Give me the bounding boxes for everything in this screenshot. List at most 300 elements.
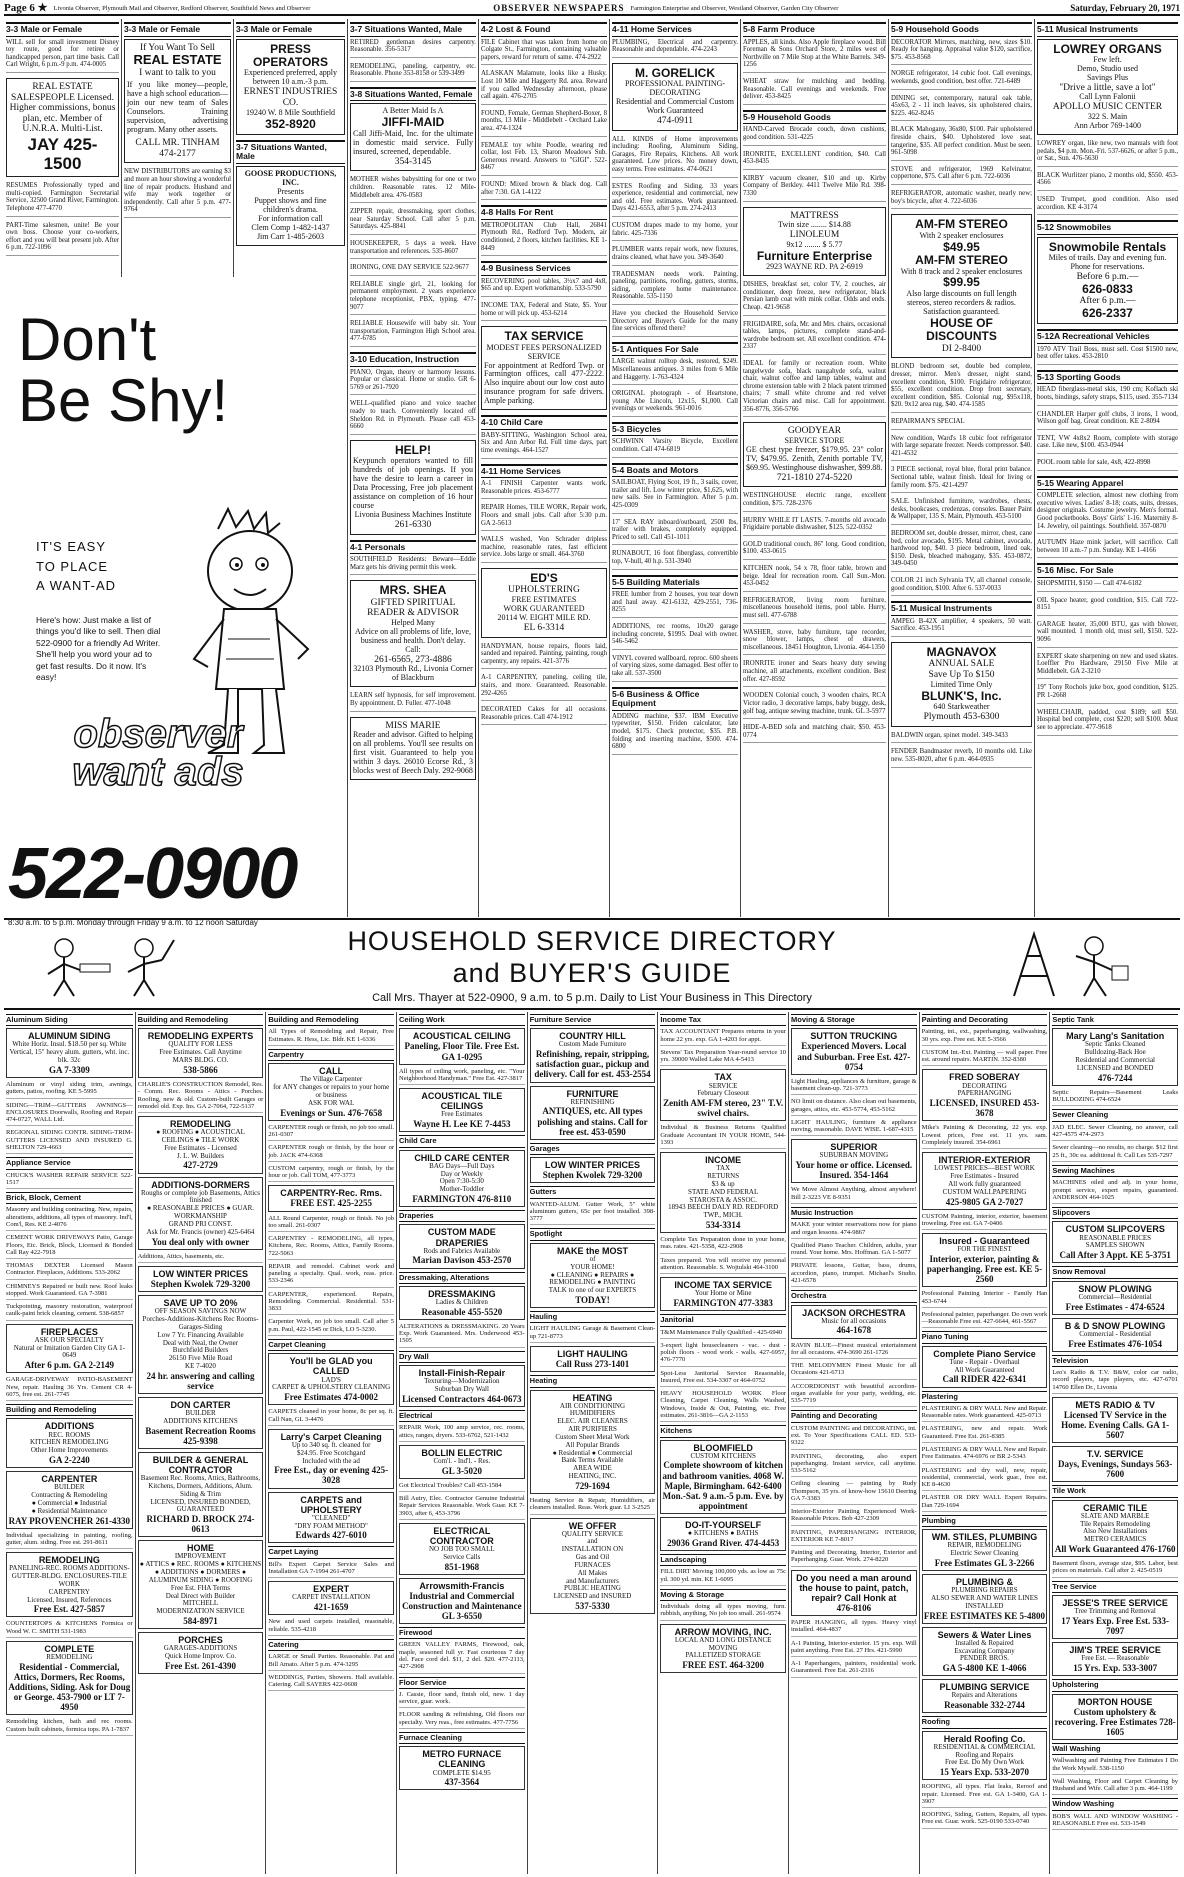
ad-line: Electric Sewer Cleaning <box>950 1549 1019 1558</box>
ad-line: INSTALLATION ON <box>561 1545 624 1554</box>
directory-listing: Individual & Business Returns Qualified Graduate Accountant IN YOUR HOME, 544-1393 <box>660 1124 786 1149</box>
directory-category-heading: Plumbing <box>922 1515 1048 1527</box>
classified-ad: FEMALE toy white Poodle, wearing red collar, lost Feb. 13, Sharon Meadows Sub. Generous reward. Answers to "GIGI". 522-8467 <box>481 142 607 176</box>
classified-ad: WOODEN Colonial couch, 3 wooden chairs, RCA Victor radio, 3 decorative lamps, baby buggy, desk, golf bag, antique sewing machine, trunk. GL 3-5977 <box>743 692 886 719</box>
directory-listing: Basement floors, average size, $95. Labor, best prices on materials. Call after 2. 425-0519 <box>1052 1560 1178 1578</box>
directory-display-ad <box>922 1529 1048 1571</box>
ad-line: GIFTED SPIRITUAL READER & ADVISOR <box>367 597 459 619</box>
directory-display-ad <box>660 1440 786 1514</box>
ad-title: CARPENTRY-Rec. Rms. <box>280 1188 382 1199</box>
classified-ad: TENT, VW 4x8x2 Room, complete with storage case. Like new, $100. 453-0944 <box>1037 435 1178 454</box>
section-heading: 3-3 Male or Female <box>6 22 119 37</box>
directory-column-8 <box>919 1012 1050 1874</box>
directory-listing: Painting and Decorating, Interior, Exterior and Paperhanging. Guar. Work. 274-8220 <box>791 1549 917 1567</box>
directory-category-heading: Painting and Decorating <box>791 1410 917 1422</box>
directory-display-ad <box>6 1641 133 1715</box>
ad-line: Experienced Movers. Local and Suburban. Free Est. 427-0754 <box>797 1041 911 1072</box>
section-heading: 3-7 Situations Wanted, Male <box>236 140 345 164</box>
ad-title: JIFFI-MAID <box>381 115 445 130</box>
directory-display-ad <box>399 1365 525 1407</box>
ad-title: APOLLO MUSIC CENTER <box>1052 102 1163 113</box>
classified-ad: COMPLETE selection, almost new clothing from executive wives. Ladies' 8-18; coats, suits, dresses, designer originals. Costume jewelry. Men's formal. Good pocketbooks. Boys' Girls' 1-16. Maternity 8-14. Jewelry, oil paintings. Southfield. 357-0870 <box>1037 492 1178 534</box>
ad-line: Licensed Contractors 464-0673 <box>402 1393 522 1404</box>
classified-ad: PART-Time salesmen, unite! Be your own boss. Choose your co-workers, effort and you will beat present job. After 6 p.m. 722-1096 <box>6 222 119 256</box>
ad-line: PALLETIZED STORAGE <box>685 1651 761 1660</box>
directory-listing: LIGHT HAULING, furniture & appliance moving, reasonable. DAVE WISE. 1-687-4315 <box>791 1119 917 1137</box>
directory-listing: Individual specializing in painting, roofing, gutter, alum. siding. Free est. 291-8611 <box>6 1532 133 1550</box>
ad-line: 437-3564 <box>444 1777 480 1788</box>
directory-listing: ALTERATIONS & DRESSMAKING. 20 Years Exp. Work Guaranteed. Mrs. Underwood 453-1505 <box>399 1323 525 1348</box>
service-directory-banner <box>4 918 1180 1010</box>
classified-ad: CUSTOM drapes made to my home, your fabric. 425-7336 <box>612 222 738 241</box>
directory-display-ad <box>1052 1221 1178 1263</box>
classified-ad: GARAGE heater, 35,000 BTU, gas with blower, wall mounted. 1 month old, must sell, $150. 522-9096 <box>1037 621 1178 648</box>
ad-line: Contracting & Remodeling <box>31 1491 108 1500</box>
classified-box <box>743 207 886 277</box>
classified-ad: FENDER Bandmaster reverb, 10 months old. Like new. 535-8020, after 6 p.m. 464-0935 <box>891 748 1032 767</box>
classified-ad: WHEELCHAIR, padded, cost $189; sell $50. Hospital bed complete, cost $220; sell $100. Must see to appreciate. 477-9618 <box>1037 709 1178 736</box>
ad-line: Commercial—Residential <box>1078 1292 1152 1301</box>
directory-display-ad <box>530 1086 656 1140</box>
ad-line: WORK GUARANTEED <box>503 604 585 614</box>
ad-title: ED'S <box>530 571 558 586</box>
classified-ad: A-1 FINISH Carpenter wants work. Reasonable prices. 453-6777 <box>481 480 607 499</box>
classified-ad: APPLES, all kinds. Also Apple fireplace wood. Bill Foreman & Sons Orchard Store, 2 miles west of Northville on 7 Mile Stop at the White Barrels. 349-1256 <box>743 39 886 73</box>
ad-line: Free Est. FHA Terms <box>170 1583 231 1592</box>
directory-listing: Painting, int., ext., paperhanging, wallwashing, 30 yrs. exp. Free est. KE 5-3566 <box>922 1028 1048 1046</box>
ad-line: Natural or Imitation Garden City GA 1-0649 <box>13 1343 125 1360</box>
ad-line: MARS BLDG. CO. <box>172 1056 229 1065</box>
ad-line: PLUMBING REPAIRS <box>951 1586 1018 1595</box>
directory-listing: CHUCK'S WASHER REPAIR SERVICE 522-1517 <box>6 1172 133 1190</box>
ad-title: ACOUSTICAL CEILING <box>412 1031 511 1042</box>
directory-column-3 <box>265 1012 396 1874</box>
ad-line: Call After 3 Appt. KE 5-3751 <box>1059 1250 1171 1261</box>
classified-box <box>1037 237 1178 324</box>
ad-line: ALSO SEWER AND WATER LINES INSTALLED <box>931 1593 1038 1610</box>
ad-line: ● Commercial ● Industrial <box>31 1498 107 1507</box>
ad-line: PENDER BROS. <box>959 1654 1009 1663</box>
masthead-name: OBSERVER NEWSPAPERS <box>493 3 625 14</box>
directory-category-heading: Kitchens <box>660 1425 786 1437</box>
ad-line: Your Home or Mine <box>694 1289 752 1298</box>
ad-body: Keypunch operators wanted to fill hundreds of job openings. If you have the desire to learn a career in Data Processing, Free job placement assistance on completion of 16 hour course <box>353 456 473 511</box>
classified-ad: DECORATOR Mirrors, matching, new, sizes $10. Ready for hanging. Appraisal value $120, sacrifice, $75. 453-8568 <box>891 39 1032 66</box>
directory-category-heading: Painting and Decorating <box>922 1014 1048 1026</box>
ad-phone: 354-3145 <box>394 156 432 167</box>
classified-ad: RELIABLE single girl, 21, looking for permanent employment. 2 years experience telephone receptionist, PBX, typing. 477-9077 <box>350 281 476 315</box>
directory-display-ad <box>399 1445 525 1479</box>
ad-line: Livonia Business Machines Institute <box>354 510 472 520</box>
directory-listing: ACCORDIONIST with beautiful accordion-organ available for your party, wedding, etc. 535-7719 <box>791 1383 917 1408</box>
directory-listing: Individuals doing all types moving, furn. rubbish, anything, No job too small. 261-9574 <box>660 1603 786 1621</box>
directory-listing: HEAVY HOUSEHOLD WORK Floor Cleaning, Carpet Cleaning, Walls Washed, Windows, Inside & Out, Painting, etc. Free estimates. 261-3816—GA 2-1153 <box>660 1390 786 1422</box>
column-1 <box>4 19 121 277</box>
ad-title: Complete Piano Service <box>933 1348 1036 1359</box>
ad-title: BLOOMFIELD <box>693 1442 753 1453</box>
directory-display-ad <box>6 1552 133 1617</box>
classified-ad: REFRIGERATOR, living room furniture, miscellaneous household items, pool table. Hurry, must sell. 477-6788 <box>743 597 886 624</box>
classified-box <box>124 39 231 164</box>
ad-line: 15 Yrs. Exp. 533-3007 <box>1073 1663 1158 1674</box>
directory-listing: THE MELODYMEN Finest Music for all Occasions 421-6713 <box>791 1362 917 1380</box>
classified-ad: AUTUMN Haze mink jacket, will sacrifice. Call between 10 a.m.-7 p.m. Sunday. KE 1-4166 <box>1037 539 1178 558</box>
classified-box <box>6 78 119 177</box>
ad-line: Installed & Repaired <box>955 1638 1014 1647</box>
directory-display-ad <box>922 1152 1048 1209</box>
directory-listing: CARPENTER, experienced. Repairs, Remodeling. Commercial. Residential. 531-3833 <box>268 1291 394 1316</box>
directory-display-ad <box>6 1028 133 1078</box>
ad-body: Call Jiffi-Maid, Inc. for the ultimate in domestic maid service. Fully insured, screened, dependable. <box>353 128 473 156</box>
ad-line: REPAIR, REMODELING <box>947 1541 1022 1550</box>
ad-line: HEATING, INC. <box>568 1472 617 1481</box>
section-heading: 5-9 Household Goods <box>743 110 886 125</box>
ad-title: Mary Lang's Sanitation <box>1066 1031 1165 1042</box>
directory-listing: CARPENTER rough or finish, no job too small. 261-0307 <box>268 1124 394 1142</box>
directory-title: HOUSEHOLD SERVICE DIRECTORY <box>347 926 837 956</box>
directory-display-ad <box>922 1346 1048 1388</box>
classified-ad: RESUMES Professionally typed and multi-copied. Farmington Secretarial Service, 32500 Grand River, Farmington. Telephone 477-4770 <box>6 182 119 216</box>
ad-line: 729-1694 <box>575 1480 610 1491</box>
directory-listing: CARPENTER rough or finish, by the hour or job. JACK 474-6368 <box>268 1144 394 1162</box>
classified-ad: NEW DISTRIBUTORS are earning $3 and more an hour showing a wonderful line of repair products. Husband and wife may work together or independently. Call after 5 p.m. 477-9764 <box>124 168 231 218</box>
ad-line: AIR CONDITIONING <box>559 1401 626 1410</box>
directory-category-heading: Building and Remodeling <box>268 1014 394 1026</box>
classified-ad: HIDE-A-BED sofa and matching chair, $50. 453-0774 <box>743 724 886 743</box>
directory-category-heading: Dressmaking, Alterations <box>399 1272 525 1284</box>
section-heading: 4-8 Halls For Rent <box>481 205 607 220</box>
ad-line: 18943 BEECH DALY RD. REDFORD TWP., MICH. <box>668 1203 779 1220</box>
directory-listing: Leo's Radio & T.V. B&W, color car radio, record players, tape players, etc. 427-6701 14760 Ellen Dr., Livonia <box>1052 1369 1178 1394</box>
directory-category-heading: Landscaping <box>660 1554 786 1566</box>
ad-line: SAMPLES SHOWN <box>1085 1241 1145 1250</box>
ad-line: Up to 340 sq. ft. cleaned for <box>291 1440 371 1449</box>
directory-display-ad <box>268 1063 394 1120</box>
ad-line: 29036 Grand River. 474-4453 <box>667 1537 780 1548</box>
classified-ad: 1970 ATV Trail Boss, must sell. Cost $1500 new, best offer takes. 453-2810 <box>1037 346 1178 365</box>
directory-listing: LARGE or Small Parties. Reasonable. Pat and Bill Amato. After 5 p.m. 474-3295 <box>268 1653 394 1671</box>
ad-title: REMODELING <box>169 1119 231 1130</box>
ad-line: KITCHEN REMODELING <box>29 1438 109 1447</box>
ad-line: Basement Rec. Rooms, Attics, Bathrooms, Kitchens, Dormers, Additions, Alum. Siding & Trim <box>140 1474 261 1498</box>
ad-line: ADDITIONS KITCHENS <box>163 1416 238 1425</box>
directory-listing: Aluminum or vinyl siding trim, awnings, gutters, patios, roofing. KE 5-5995 <box>6 1081 133 1099</box>
ad-phone: 474-0911 <box>656 115 694 126</box>
ad-line: ● Residential ● Commercial <box>552 1448 633 1457</box>
classified-ad: INCOME TAX, Federal and State, $5. Your home or will pick up. 453-6214 <box>481 302 607 321</box>
ad-title: AM-FM STEREO <box>915 253 1008 268</box>
section-heading: 4-2 Lost & Found <box>481 22 607 37</box>
classified-ad: LARGE walnut rolltop desk, restored, $249. Miscellaneous antiques. 3 miles from 6 Mile and Haggerty. 1-763-4324 <box>612 358 738 385</box>
directory-category-heading: Heating <box>530 1375 656 1387</box>
ad-line: Zenith AM-FM stereo, 23" T.V. swivel chairs. <box>663 1098 784 1119</box>
classified-ad: KITCHEN nook, 54 x 78, floor table, brown and beige. Ideal for recreation room. Call Sun.-Mon. 453-0452 <box>743 565 886 592</box>
classified-ad: FRIGIDAIRE, sofa, Mr. and Mrs. chairs, occasional tables, lamps, pictures, complete stand-and-wardrobe bedroom set. All excellent condition. 474-2337 <box>743 321 886 355</box>
classified-ad: NORGE refrigerator, 14 cubic foot. Call evenings, weekends, good condition, best offer. 721-6489 <box>891 70 1032 89</box>
ad-line: Tree Trimming and Removal <box>1074 1607 1156 1616</box>
ad-line: Rods and Fabrics Available <box>423 1246 501 1255</box>
ad-line: Free Estimates <box>441 1110 483 1119</box>
ad-line: 322 S. Main <box>1087 112 1128 122</box>
directory-display-ad <box>530 1518 656 1615</box>
ad-line: FREE ESTIMATES <box>511 595 577 605</box>
classified-ad: WASHER, stove, baby furniture, tape recorder, snow blower, lamps, chest of drawers, miscellaneous. 18451 Houghton, Livonia. 464-1350 <box>743 629 886 656</box>
directory-display-ad <box>922 1233 1048 1287</box>
directory-listing: Additions, Attics, basements, etc. <box>138 1253 264 1263</box>
ad-line: Free Estimates - Insured <box>950 1172 1019 1181</box>
ad-line: STATE AND FEDERAL <box>688 1187 759 1196</box>
directory-display-ad <box>1052 1318 1178 1352</box>
ad-line: UPHOLSTERING <box>508 585 580 596</box>
ad-line: YOUR HOME! <box>570 1262 615 1271</box>
ad-line: Marian Davison 453-2570 <box>412 1255 512 1266</box>
ad-line: If You Want To Sell <box>139 42 216 53</box>
ad-line: After 6 p.m.— <box>1079 296 1136 307</box>
ad-line: Residential and Commercial Custom Work Guaranteed <box>616 97 734 116</box>
ad-title: METS RADIO & TV <box>1075 1399 1155 1410</box>
classified-ad: OIL Space heater, good condition, $15. Call 722-8151 <box>1037 597 1178 616</box>
ad-line: AREA WIDE <box>573 1464 612 1473</box>
ad-title: ALUMINUM SIDING <box>28 1031 111 1042</box>
classified-ad: ORIGINAL photograph - of Heartstone, young Abe Lincoln, 12x15, $1,000. Call evenings or weekends. 961-0016 <box>612 390 738 417</box>
directory-category-heading: Carpet Laying <box>268 1546 394 1558</box>
classified-ad: AMPEG B-42X amplifier, 4 speakers, 50 watt. Sacrifice. 453-1951 <box>891 618 1032 637</box>
ad-line: Mother-Toddler <box>439 1185 485 1194</box>
ad-line: GA 7-3309 <box>48 1064 90 1075</box>
classified-ad: SAILBOAT, Flying Scot, 19 ft., 3 sails, cover, trailer and lift. Low winter price, $1,625, with new sails. See in Farmington. After 5 p.m. 425-0309 <box>612 479 738 513</box>
ad-line: QUALITY FOR LESS <box>168 1040 233 1049</box>
ad-line: Excavating Company <box>954 1646 1015 1655</box>
ad-title: CERAMIC TILE <box>1083 1502 1148 1513</box>
section-heading: 3-3 Male or Female <box>124 22 231 37</box>
ad-line: Other Home Improvements <box>30 1446 108 1455</box>
ad-line: ● ROOFING ● ACOUSTICAL CEILINGS ● TILE WORK <box>156 1128 245 1144</box>
ad-line: Residential - Commercial, Attics, Dormers, Rec Rooms, Additions, Siding. Ask for Doug or George. 453-7900 or LT 7-4950 <box>8 1661 131 1713</box>
ad-line: Savings Plus <box>1086 72 1129 82</box>
directory-display-ad <box>1052 1028 1178 1085</box>
directory-listing: ROOFING, all types. Flat leaks, Reroof and repair. Licensed. Free est. GA 1-3400, GA 1-3907 <box>922 1783 1048 1808</box>
directory-listing: Carpenter Work, no job too small. Call after 5 p.m. Paul, 422-1545 or Dick, LO 5-3230. <box>268 1318 394 1336</box>
ad-line: SLATE AND MARBLE <box>1080 1511 1150 1520</box>
directory-display-ad <box>138 1540 264 1629</box>
directory-column-2 <box>135 1012 266 1874</box>
ad-line: Refinishing, repair, stripping, satisfaction guar., pickup and delivery. Call for est. 453-2554 <box>534 1049 651 1080</box>
directory-display-ad <box>791 1305 917 1339</box>
ad-line: STAROSTA & ASSOC. <box>689 1195 757 1204</box>
directory-display-ad <box>138 1452 264 1537</box>
ad-line: Roofing and Repairs <box>955 1750 1014 1759</box>
directory-category-heading: Tile Work <box>1052 1485 1178 1497</box>
ad-line: Music for all occasions <box>821 1316 887 1325</box>
ad-line: Repairs and Alterations <box>951 1691 1018 1700</box>
ad-line: MODERNIZATION SERVICE <box>156 1607 245 1616</box>
ad-line: SERVICE STORE <box>784 435 845 445</box>
directory-category-heading: Moving & Storage <box>791 1014 917 1026</box>
ad-title: ELECTRICAL CONTRACTOR <box>429 1525 494 1546</box>
directory-category-heading: Dry Wall <box>399 1351 525 1363</box>
ad-title: Install-Finish-Repair <box>418 1368 506 1379</box>
directory-instructions: Call Mrs. Thayer at 522-0900, 9 a.m. to 5 p.m. Daily to List Your Business in This Directory <box>372 992 812 1004</box>
directory-listing: PLASTER OR DRY WALL Expert Repairs. Dan 729-1694 <box>922 1494 1048 1512</box>
ad-line: BAG Days—Full Days <box>429 1161 495 1170</box>
ad-title: BLUNK'S, Inc. <box>921 688 1002 703</box>
directory-column-1 <box>4 1012 135 1874</box>
ad-title: ACOUSTICAL TILE CEILINGS <box>421 1091 503 1112</box>
directory-category-heading: Income Tax <box>660 1014 786 1026</box>
ad-line: Limited Time Only <box>930 679 993 689</box>
ad-line: Porches-Additions-Kitchens Rec Rooms-Garages-Siding <box>142 1315 259 1331</box>
directory-display-ad <box>399 1286 525 1320</box>
directory-display-ad <box>660 1517 786 1551</box>
section-heading: 5-11 Musical Instruments <box>1037 22 1178 37</box>
ad-title: Larry's Carpet Cleaning <box>280 1431 382 1442</box>
ad-line: $3 & up <box>711 1179 735 1188</box>
ad-line: OFF SEASON SAVINGS NOW <box>154 1307 247 1316</box>
ad-contact: CALL MR. TINHAM <box>135 138 220 149</box>
directory-display-ad <box>1052 1642 1178 1676</box>
directory-listing: Taxes prepared. You will receive my personal attention. Reasonable. S. Wojtulski 464-3100 <box>660 1257 786 1275</box>
page-number: Page 6 ★ <box>4 2 48 15</box>
ad-title: ADDITIONS-DORMERS <box>151 1179 250 1190</box>
directory-category-heading: Snow Removal <box>1052 1266 1178 1278</box>
ad-title: PLUMBING SERVICE <box>939 1682 1030 1693</box>
ad-line: Ladies & Children <box>435 1298 488 1306</box>
directory-listing: Remodeling kitchen, bath and rec rooms. Custom built cabinets, formica tops. PA 1-7837 <box>6 1718 133 1736</box>
ad-line: Com'l. - Ind'l. - Res. <box>433 1456 491 1465</box>
ad-title: PORCHES <box>178 1635 223 1646</box>
ad-title: ADDITIONS <box>44 1421 95 1432</box>
ad-line: Free Est. 261-4390 <box>164 1660 237 1671</box>
classified-ad: HANDYMAN, house repairs, floors laid, sanded and repaired. Painting, painting, rough carpentry, any repairs. 421-3776 <box>481 643 607 670</box>
ad-line: LOCAL AND LONG DISTANCE MOVING <box>674 1635 772 1652</box>
classified-ad: VINYL covered wallboard, reproc. 600 sheets of varying sizes, some damaged. Best offer to take all. 537-3500 <box>612 655 738 682</box>
directory-category-heading: Draperies <box>399 1210 525 1222</box>
ad-line: ● Residential Maintenance <box>31 1506 108 1515</box>
directory-display-ad <box>1052 1281 1178 1315</box>
directory-display-ad <box>922 1679 1048 1713</box>
classified-box <box>236 39 345 135</box>
ad-title: B & D SNOW PLOWING <box>1064 1320 1166 1331</box>
ad-line: REFINISHING <box>570 1097 615 1106</box>
section-heading: 4-10 Child Care <box>481 415 607 430</box>
ad-line: Ask for Mr. Francis (owner) 425-6464 <box>146 1227 255 1236</box>
directory-listing: ALL Round Carpenter, rough or finish. No job too small. 261-0307 <box>268 1215 394 1233</box>
ad-line: MITCHELL <box>182 1599 219 1608</box>
classified-ad: RECOVERING pool tables, 3½x7 and 4x8, $65 and up. Expert workmanship. 533-5790 <box>481 278 607 297</box>
section-heading: 5-4 Boats and Motors <box>612 463 738 478</box>
directory-display-ad <box>530 1028 656 1082</box>
section-heading: 3-7 Situations Wanted, Male <box>350 22 476 37</box>
classified-ad: RELIABLE Housewife will baby sit. Your transportation, Farmington High School area. 477-6785 <box>350 320 476 347</box>
promo-headline: Don't Be Shy! <box>18 306 229 435</box>
classified-ad: BEDROOM set, double dresser, mirror, chest, cane bed, color avocado, $195. Metal cabinet, avocado, hardwood top, $40. 3 piece bedroom, lined oak, $150. Desk, bleached mahogany, $35. 453-0872, 349-0450 <box>891 530 1032 572</box>
ad-line: Free Est. 427-5857 <box>33 1604 105 1615</box>
classified-ad: Have you checked the Household Service Directory and Buyer's Guide for the many fine services offered there? <box>612 310 738 337</box>
ad-line: 534-3314 <box>705 1220 741 1231</box>
ad-line: PANELING-REC. ROOMS ADDITIONS-GUTTER-BLDG. ENCLOSURES-TILE WORK <box>9 1564 130 1588</box>
ad-title: FRED SOBERAY <box>949 1072 1020 1083</box>
directory-column-6 <box>657 1012 788 1874</box>
directory-category-heading: Aluminum Siding <box>6 1014 133 1026</box>
directory-listing: PAPER HANGING, all types. Heavy vinyl installed. 464-4837 <box>791 1619 917 1637</box>
classified-ad: DINING set, contemporary, natural oak table, 45x63, 2 - 11 inch leaves, six upholstered chairs, $225. 462-8245 <box>891 95 1032 122</box>
section-heading: 3-3 Male or Female <box>236 22 345 37</box>
ad-line: Residential and Commercial <box>1075 1056 1155 1065</box>
ad-body: GE chest type freezer, $179.95. 23" color TV, $479.95. Zenith, Zenith portable TV, $69.95. Westinghouse dishwasher, $99.88. <box>746 444 883 472</box>
classified-ad: LEARN self hypnosis, for self improvement. By appointment. D. Fuller. 477-1048 <box>350 692 476 711</box>
ad-line: 17 Years Exp. Free Est. 533-7097 <box>1061 1616 1170 1637</box>
directory-listing: A-1 Paperhangers, painters, residential work. Guaranteed. Free Est. 261-2316 <box>791 1660 917 1678</box>
ad-line: BUILDER <box>54 1483 85 1492</box>
directory-category-heading: Brick, Block, Cement <box>6 1192 133 1204</box>
section-heading: 4-11 Home Services <box>612 22 738 37</box>
column-8 <box>888 19 1034 917</box>
ad-title: MRS. SHEA <box>379 583 447 598</box>
directory-listing: CARPENTRY - REMODELING, all types, Kitchens, Rec. Rooms, Attics, Family Rooms. 722-5063 <box>268 1235 394 1260</box>
directory-listing: PRIVATE lessons, Guitar, bass, drums, accordion, piano, trumpet. Michael's Studio. 421-6578 <box>791 1262 917 1287</box>
classified-ad: 19" Tony Rochols juke box, good condition, $125. PR 1-2668 <box>1037 684 1178 703</box>
classified-box <box>350 717 476 780</box>
ad-line: Custom Sheet Metal Work <box>555 1432 630 1441</box>
directory-display-ad <box>530 1157 656 1183</box>
section-heading: 5-6 Business & Office Equipment <box>612 687 738 711</box>
ad-title: CHILD CARE CENTER <box>414 1152 510 1163</box>
classified-box <box>1037 39 1178 135</box>
column-2 <box>121 19 233 277</box>
ad-line: 476-8106 <box>836 1602 872 1613</box>
ad-line: Interior, exterior, painting & paperhanging. Free est. KE 5-2560 <box>926 1254 1043 1285</box>
ad-title: INCOME <box>705 1155 742 1166</box>
section-heading: 5-1 Antiques For Sale <box>612 342 738 357</box>
directory-listing: CUSTOM Int.-Ext. Painting — wall paper. Free est. around repairs. MARTIN. 352-8380 <box>922 1049 1048 1067</box>
classified-ad: POOL room table for sale, 4x8, 422-8998 <box>1037 459 1178 471</box>
classified-box <box>236 166 345 246</box>
directory-category-heading: Plastering <box>922 1391 1048 1403</box>
ad-line: Experienced preferred, apply between 10 a.m.-3 p.m. <box>243 68 338 87</box>
directory-listing: Light Hauling, appliances & furniture, garage & basement clean-up. 721-3773 <box>791 1078 917 1096</box>
directory-category-heading: Gutters <box>530 1186 656 1198</box>
ad-price: $99.95 <box>943 275 980 290</box>
ad-title: DRESSMAKING <box>428 1288 496 1299</box>
directory-listing: Bill Autry, Elec. Contractor Genuine Industrial Repair Services Reasonable. Work Guar. KE 7-3903, after 6, 453-3796 <box>399 1495 525 1520</box>
directory-listing: Got Electrical Troubles? Call 453-1584 <box>399 1482 525 1492</box>
directory-category-heading: Slipcovers <box>1052 1207 1178 1219</box>
directory-display-ad <box>1052 1446 1178 1482</box>
ad-line: LICENSED and BONDED <box>1076 1063 1154 1072</box>
ad-line: 15 Years Exp. 533-2070 <box>939 1767 1030 1778</box>
directory-listing: REPAIR Work, 100 amp service, rec. rooms, attics, ranges, dryers. 533-6762, 521-1432 <box>399 1424 525 1442</box>
ad-title: REAL ESTATE SALESPEOPLE Licensed. Higher commissions, bonus plan, etc. Member of U.N.R.A. Multi-List. <box>9 81 116 135</box>
ad-line: Reasonable 455-5520 <box>421 1306 503 1317</box>
ad-title: FIREPLACES <box>40 1326 98 1337</box>
directory-listing: PAINTING, decorating, also expert paperhanging. Instant service, call anytime. 533-5162 <box>791 1453 917 1478</box>
ad-line: Day or Weekly <box>440 1169 483 1178</box>
directory-category-heading: Hauling <box>530 1311 656 1323</box>
ad-phone: 474-2177 <box>159 148 196 159</box>
ad-line: Bulldozing-Back Hoe <box>1084 1048 1146 1057</box>
ad-title: CALL <box>319 1066 344 1077</box>
ad-line: ELEC. AIR CLEANERS <box>557 1417 628 1426</box>
section-heading: 4-1 Personals <box>350 540 476 555</box>
ad-phone: Plymouth 453-6300 <box>923 712 1000 723</box>
ad-title: Sewers & Water Lines <box>937 1629 1032 1640</box>
ad-line: CARPENTRY <box>48 1587 90 1596</box>
classified-ad: METROPOLITAN Club Hall, 26841 Plymouth Rd., Redford Twp. Modern, air conditioned, 2 floors, kitchen facilities. KE 1-8449 <box>481 222 607 256</box>
ad-line: CARPET INSTALLATION <box>292 1593 371 1602</box>
directory-display-ad <box>660 1277 786 1311</box>
ad-line: "DRY FOAM METHOD" <box>294 1521 368 1530</box>
directory-listing: Heating Service & Repair, Humidifiers, air cleaners installed. Reas. Work guar. LI 3-2525 <box>530 1497 656 1515</box>
